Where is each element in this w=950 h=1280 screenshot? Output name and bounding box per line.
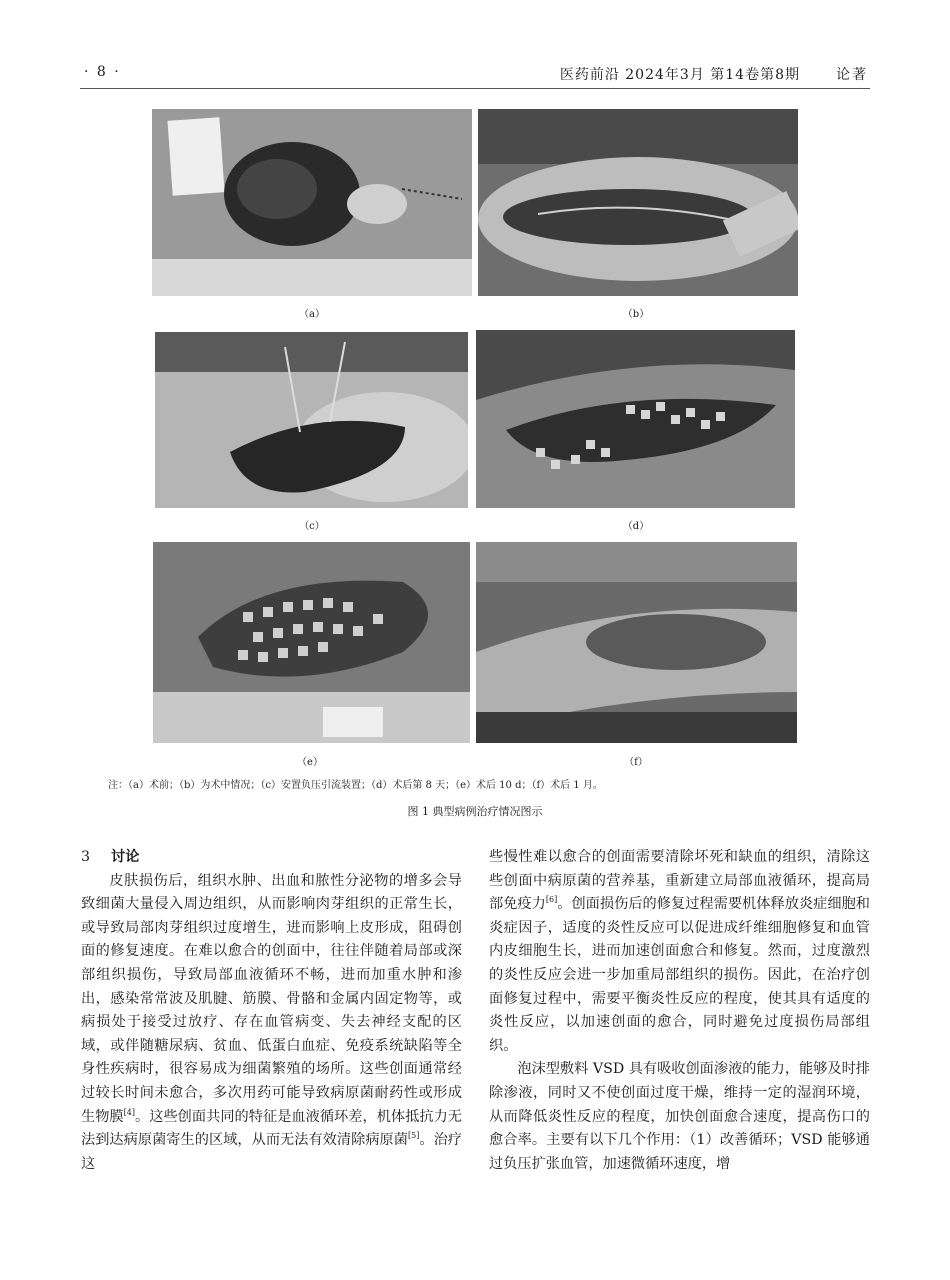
figure-photo-b [478, 109, 798, 296]
caption-d: （d） [622, 521, 650, 532]
left-paragraph [81, 870, 462, 1177]
right-text-1: 些慢性难以愈合的创面需要清除坏死和缺血的组织，清除这些创面中病原菌的营养基，重新建立局部血液循环，提高局部免疫力 [489, 849, 870, 913]
page-number: · 8 · [84, 64, 121, 80]
left-text-3: 。治疗这 [81, 1132, 462, 1172]
figure-title: 图 1 典型病例治疗情况图示 [407, 805, 543, 818]
figure-photo-c [155, 332, 468, 508]
left-text-1: 皮肤损伤后，组织水肿、出血和脓性分泌物的增多会导致细菌大量侵入周边组织，从而影响肉芽组织的正常生长，或导致局部肉芽组织过度增生，进而影响上皮形成，阻碍创面的修复速度。在难以愈合的创面中，往往伴随着局部或深部组织损伤，导致局部血液循环不畅，进而加重水肿和渗出，感染常常波及肌腱、筋膜、骨骼和金属内固定物等，或病损处于接受过放疗、存在血管病变、失去神经支配的区域，或伴随糖尿病、贫血、低蛋白血症、免疫系统缺陷等全身性疾病时，很容易成为细菌繁殖的场所。这些创面通常经过较长时间未愈合，多次用药可能导致病原菌耐药性或形成生物膜 [81, 872, 462, 1125]
figure-photo-d [476, 330, 795, 508]
caption-f: （f） [624, 757, 648, 768]
citation-6: [6] [545, 895, 558, 905]
section-number: 3 [81, 849, 91, 865]
left-text-2: 。这些创面共同的特征是血液循环差，机体抵抗力无法到达病原菌寄生的区域，从而无法有效清除病原菌 [81, 1108, 462, 1149]
caption-c: （c） [299, 521, 325, 532]
right-paragraph-2: 泡沫型敷料 VSD 具有吸收创面渗液的能力，能够及时排除渗液，同时又不使创面过度干燥，维持一定的湿润环境，从而降低炎性反应的程度，加快创面愈合速度，提高伤口的愈合率。主要有以下几个作用：（1）改善循环；VSD 能够通过负压扩张血管，加速微循环速度，增 [489, 1061, 870, 1172]
right-column [489, 846, 870, 1176]
caption-a: （a） [299, 309, 325, 320]
left-column [81, 846, 462, 1176]
journal-info: 医药前沿 2024年3月 第14卷第8期 [559, 67, 800, 83]
section-label: 论著 [836, 67, 868, 83]
section-title: 讨论 [111, 849, 140, 865]
caption-b: （b） [622, 309, 650, 320]
caption-e: （e） [297, 757, 323, 768]
section-heading [81, 846, 462, 870]
figure-photo-a [152, 109, 472, 296]
right-text-2: 。创面损伤后的修复过程需要机体释放炎症细胞和炎症因子，适度的炎性反应可以促进成纤维细胞修复和血管内皮细胞生长，进而加速创面愈合和修复。然而，过度激烈的炎性反应会进一步加重局部组织的损伤。因此，在治疗创面修复过程中，需要平衡炎性反应的程度，使其具有适度的炎性反应，以加速创面的愈合，同时避免过度损伤局部组织。 [489, 896, 870, 1054]
figure-note: 注：（a）术前；（b）为术中情况；（c）安置负压引流装置；（d）术后第 8 天；（e）术后 10 d；（f）术后 1 月。 [108, 780, 603, 791]
figure-photo-f [476, 542, 797, 743]
citation-5: [5] [407, 1131, 420, 1141]
figure-photo-e [153, 542, 470, 743]
running-header [80, 62, 870, 89]
right-paragraph-1 [489, 846, 870, 1058]
citation-4: [4] [123, 1107, 135, 1117]
